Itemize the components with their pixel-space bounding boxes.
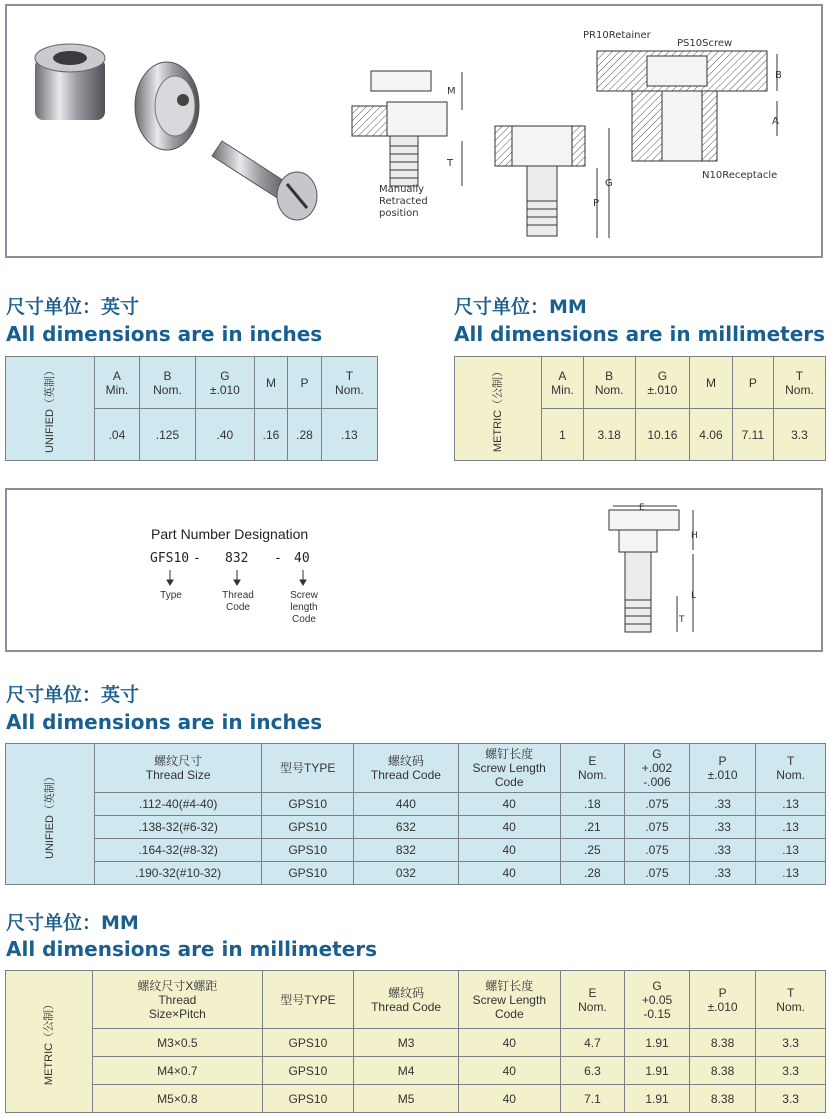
table-cell: .25 <box>560 839 625 862</box>
table4-header: 螺钉长度 Screw Length Code <box>458 971 560 1029</box>
part-number-panel <box>5 488 823 652</box>
metric-thread-table <box>5 970 826 1113</box>
dim-H-label: H <box>691 531 698 541</box>
table-cell: GPS10 <box>262 1029 354 1057</box>
table-cell: 3.3 <box>756 1085 826 1113</box>
table4-header: E Nom. <box>560 971 624 1029</box>
table-cell: 1.91 <box>625 1029 690 1057</box>
table-cell: 8.38 <box>689 1029 755 1057</box>
part-code-dash-1: - <box>193 551 201 566</box>
receptacle-label: N10Receptacle <box>702 170 778 181</box>
table-cell: 632 <box>354 816 459 839</box>
table-cell: M5 <box>354 1085 459 1113</box>
table-cell: 6.3 <box>560 1057 624 1085</box>
table4-header: 螺纹尺寸X螺距 Thread Size×Pitch <box>93 971 262 1029</box>
table3-header: E Nom. <box>560 744 625 793</box>
table4-header: 螺纹码 Thread Code <box>354 971 459 1029</box>
retainer-photo <box>135 62 199 150</box>
dim-T-label-2: T <box>679 615 685 625</box>
table-cell: GPS10 <box>262 816 354 839</box>
dim-B-label: B <box>775 70 782 81</box>
section2-title-en: All dimensions are in inches <box>6 710 323 734</box>
table-cell: 1 <box>542 409 584 461</box>
dim-M-label: M <box>447 86 456 97</box>
table-cell: 40 <box>458 862 560 885</box>
table3-header: P ±.010 <box>689 744 755 793</box>
table-cell: .33 <box>689 839 755 862</box>
table-cell: 10.16 <box>635 409 689 461</box>
table-cell: 032 <box>354 862 459 885</box>
table2-header: B Nom. <box>583 357 635 409</box>
table-cell: .13 <box>321 409 377 461</box>
section1-inch-title-en: All dimensions are in inches <box>6 322 323 346</box>
table-cell: .33 <box>689 816 755 839</box>
table-cell: .16 <box>254 409 288 461</box>
section1-mm-title-cn: 尺寸单位：MM <box>454 296 587 318</box>
screw-label: PS10Screw <box>677 38 733 49</box>
table-cell: 3.3 <box>756 1029 826 1057</box>
table-cell: M5×0.8 <box>93 1085 262 1113</box>
table1-header: A Min. <box>95 357 140 409</box>
table-cell: M4×0.7 <box>93 1057 262 1085</box>
dim-G-label: G <box>605 178 613 189</box>
table-cell: 40 <box>458 816 560 839</box>
dim-P-label: P <box>593 198 600 209</box>
table-cell: 440 <box>354 793 459 816</box>
table-cell: 1.91 <box>625 1057 690 1085</box>
table3-header: 螺纹尺寸 Thread Size <box>95 744 262 793</box>
table-cell: .13 <box>756 839 826 862</box>
table2-header: T Nom. <box>773 357 825 409</box>
table1-header: P <box>288 357 322 409</box>
table-cell: M3 <box>354 1029 459 1057</box>
part-number-arrows <box>7 490 825 654</box>
nut-photo <box>35 44 105 120</box>
section2-title-cn: 尺寸单位：英寸 <box>6 684 140 706</box>
table2-header: G ±.010 <box>635 357 689 409</box>
table-cell: .28 <box>288 409 322 461</box>
table-cell: GPS10 <box>262 862 354 885</box>
table-cell: 7.1 <box>560 1085 624 1113</box>
table2-header: A Min. <box>542 357 584 409</box>
installed-drawing <box>495 126 609 238</box>
table-row <box>6 1057 826 1085</box>
section3-title-cn: 尺寸单位：MM <box>6 912 139 934</box>
table2-side-label: METRIC（公制） <box>455 357 542 461</box>
table2-header: M <box>690 357 733 409</box>
table-cell: .21 <box>560 816 625 839</box>
dim-A-label: A <box>772 116 779 127</box>
table-cell: .075 <box>625 816 690 839</box>
table-cell: 4.7 <box>560 1029 624 1057</box>
metric-dimension-table <box>454 356 826 461</box>
table4-header: T Nom. <box>756 971 826 1029</box>
table4-header: P ±.010 <box>689 971 755 1029</box>
table-cell: GPS10 <box>262 1057 354 1085</box>
table-cell: M3×0.5 <box>93 1029 262 1057</box>
table3-header: 型号TYPE <box>262 744 354 793</box>
section1-mm-title-en: All dimensions are in millimeters <box>454 322 826 346</box>
table-cell: 40 <box>458 839 560 862</box>
table-cell: M4 <box>354 1057 459 1085</box>
table-cell: GPS10 <box>262 793 354 816</box>
manual-label-2: Retracted <box>379 196 428 207</box>
table-cell: 1.91 <box>625 1085 690 1113</box>
table1-header: T Nom. <box>321 357 377 409</box>
table-cell: .40 <box>196 409 255 461</box>
table-row <box>6 1085 826 1113</box>
table-cell: 8.38 <box>689 1057 755 1085</box>
table-cell: .190-32(#10-32) <box>95 862 262 885</box>
product-diagram-panel <box>5 4 823 258</box>
table-cell: .13 <box>756 862 826 885</box>
screw-dimension-drawing <box>609 506 693 632</box>
table-cell: GPS10 <box>262 839 354 862</box>
table1-side-label: UNIFIED（英制） <box>6 357 95 461</box>
table3-header: 螺钉长度 Screw Length Code <box>458 744 560 793</box>
table-cell: 3.3 <box>756 1057 826 1085</box>
table-cell: .075 <box>625 839 690 862</box>
table-cell: .138-32(#6-32) <box>95 816 262 839</box>
retracted-drawing <box>352 71 462 186</box>
assembly-drawing <box>597 51 777 161</box>
table-row <box>6 1029 826 1057</box>
table-cell: 3.18 <box>583 409 635 461</box>
manual-label-1: Manually <box>379 184 425 195</box>
table3-header: 螺纹码 Thread Code <box>354 744 459 793</box>
table-cell: .075 <box>625 862 690 885</box>
table-cell: .04 <box>95 409 140 461</box>
retainer-label: PR10Retainer <box>583 30 651 41</box>
label-screw-length-code: Screw length Code <box>290 590 318 625</box>
table-cell: 832 <box>354 839 459 862</box>
table-cell: .33 <box>689 793 755 816</box>
table-cell: .125 <box>139 409 195 461</box>
dim-E-label: E <box>639 503 645 513</box>
table1-header: M <box>254 357 288 409</box>
table-cell: .28 <box>560 862 625 885</box>
table-cell: .13 <box>756 793 826 816</box>
label-thread-code: Thread Code <box>222 590 254 613</box>
table-cell: 40 <box>458 1029 560 1057</box>
unified-thread-table <box>5 743 826 885</box>
dim-L-label: L <box>691 591 697 601</box>
table-cell: .164-32(#8-32) <box>95 839 262 862</box>
table-row <box>6 839 826 862</box>
table-cell: 40 <box>458 793 560 816</box>
part-number-title: Part Number Designation <box>151 526 309 542</box>
table-cell: .13 <box>756 816 826 839</box>
table-cell: 3.3 <box>773 409 825 461</box>
table-row <box>6 816 826 839</box>
table-cell: 8.38 <box>689 1085 755 1113</box>
table3-header: G +.002 -.006 <box>625 744 690 793</box>
dim-T-label-1: T <box>447 158 454 169</box>
table3-header: T Nom. <box>756 744 826 793</box>
table-cell: .18 <box>560 793 625 816</box>
table4-header: 型号TYPE <box>262 971 354 1029</box>
product-illustration <box>7 6 821 256</box>
table-cell: 40 <box>458 1057 560 1085</box>
table4-side-label: METRIC（公制） <box>6 971 93 1113</box>
section1-inch-title-cn: 尺寸单位：英寸 <box>6 296 140 318</box>
manual-label-3: position <box>379 208 419 219</box>
part-code-length: 40 <box>294 551 310 566</box>
table-cell: .112-40(#4-40) <box>95 793 262 816</box>
table4-header: G +0.05 -0.15 <box>625 971 690 1029</box>
table2-header: P <box>732 357 773 409</box>
part-code-type: GFS10 <box>150 551 190 566</box>
part-code-dash-2: - <box>274 551 282 566</box>
table-cell: 7.11 <box>732 409 773 461</box>
section3-title-en: All dimensions are in millimeters <box>6 937 378 961</box>
table-cell: GPS10 <box>262 1085 354 1113</box>
table3-side-label: UNIFIED（英制） <box>6 744 95 885</box>
table-cell: 4.06 <box>690 409 733 461</box>
table-row <box>6 862 826 885</box>
unified-dimension-table <box>5 356 378 461</box>
table-cell: 40 <box>458 1085 560 1113</box>
table1-header: B Nom. <box>139 357 195 409</box>
label-type: Type <box>160 590 182 601</box>
screw-photo <box>212 141 317 220</box>
part-code-thread: 832 <box>225 551 249 566</box>
table-row <box>6 793 826 816</box>
table-cell: .33 <box>689 862 755 885</box>
table-cell: .075 <box>625 793 690 816</box>
table1-header: G ±.010 <box>196 357 255 409</box>
